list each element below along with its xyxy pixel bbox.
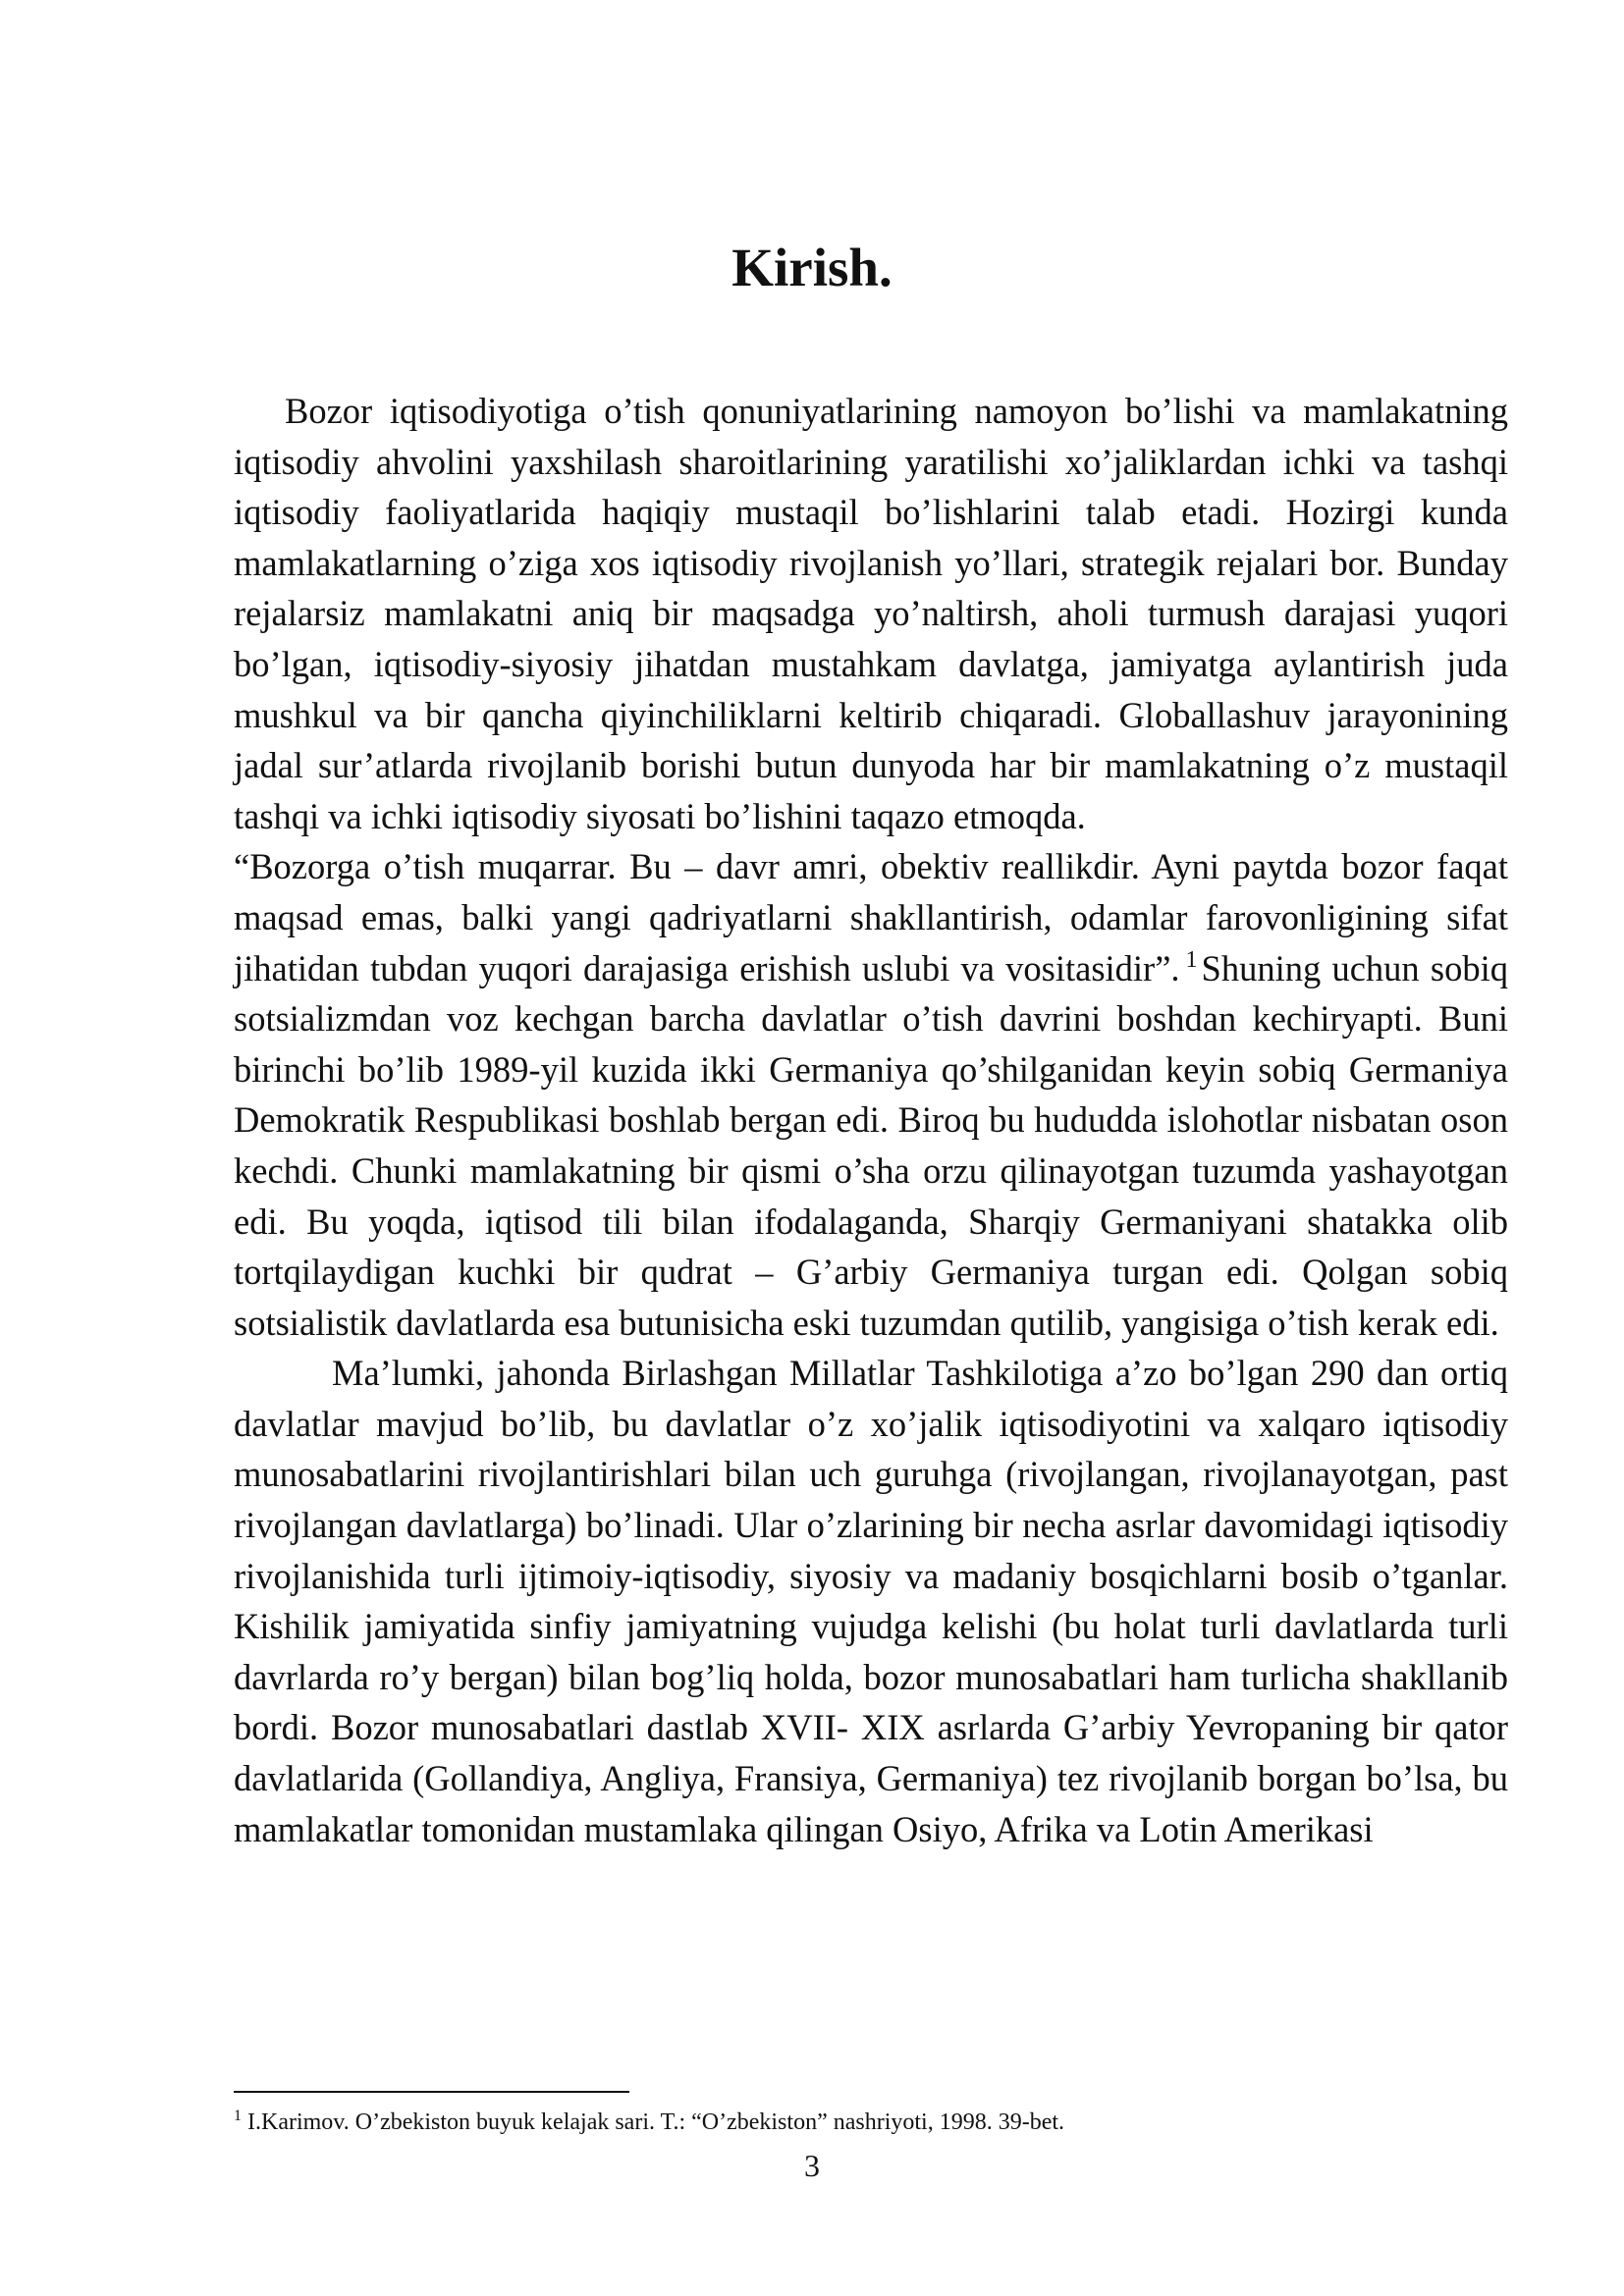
page-number: 3 (804, 2148, 820, 2183)
quote-text: “Bozorga o’tish muqarrar. Bu – davr amri, obektiv reallikdir. Ayni paytda bozor faqat maqsad emas, balki yangi qadriyatlarni shakllantirish, odamlar farovonligining sifat jihatidan tubdan yuqori darajasiga erishish uslubi va vositasidir”. (234, 846, 1508, 988)
paragraph-quote (234, 841, 1508, 1348)
quote-continuation: Shuning uchun sobiq sotsializmdan voz kechgan barcha davlatlar o’tish davrini boshdan kechiryapti. Buni birinchi bo’lib 1989-yil kuzida ikki Germaniya qo’shilganidan keyin sobiq Germaniya Demokratik Respublikasi boshlab bergan edi. Biroq bu hududda islohotlar nisbatan oson kechdi. Chunki mamlakatning bir qismi o’sha orzu qilinayotgan tuzumda yashayotgan edi. Bu yoqda, iqtisod tili bilan ifodalaganda, Sharqiy Germaniyani shatakka olib tortqilaydigan kuchki bir qudrat – G’arbiy Germaniya turgan edi. Qolgan sobiq sotsialistik davlatlarda esa butunisicha eski tuzumdan qutilib, yangisiga o’tish kerak edi. (234, 947, 1508, 1343)
body-text (234, 386, 1508, 1854)
paragraph-intro: Bozor iqtisodiyotiga o’tish qonuniyatlarining namoyon bo’lishi va mamlakatning iqtisodiy ahvolini yaxshilash sharoitlarining yaratilishi xo’jaliklardan ichki va tashqi iqtisodiy faoliyatlarida haqiqiy mustaqil bo’lishlarini talab etadi. Hozirgi kunda mamlakatlarning o’ziga xos iqtisodiy rivojlanish yo’llari, strategik rejalari bor. Bunday rejalarsiz mamlakatni aniq bir maqsadga yo’naltirsh, aholi turmush darajasi yuqori bo’lgan, iqtisodiy-siyosiy jihatdan mustahkam davlatga, jamiyatga aylantirish juda mushkul va bir qancha qiyinchiliklarni keltirib chiqaradi. Globallashuv jarayonining jadal sur’atlarda rivojlanib borishi butun dunyoda har bir mamlakatning o’z mustaqil tashqi va ichki iqtisodiy siyosati bo’lishini taqazo etmoqda. (234, 391, 1508, 836)
footnote (234, 2107, 1508, 2138)
footnote-mark: 1 (234, 2108, 242, 2124)
footnote-divider (234, 2091, 629, 2093)
footnote-text: I.Karimov. O’zbekiston buyuk kelajak sari. T.: “O’zbekiston” nashriyoti, 1998. 39-bet. (247, 2109, 1065, 2135)
paragraph-world-economy: Ma’lumki, jahonda Birlashgan Millatlar Tashkilotiga a’zo bo’lgan 290 dan ortiq davlatlar mavjud bo’lib, bu davlatlar o’z xo’jalik iqtisodiyotini va xalqaro iqtisodiy munosabatlarini rivojlantirishlari bilan uch guruhga (rivojlangan, rivojlanayotgan, past rivojlangan davlatlarga) bo’linadi. Ular o’zlarining bir necha asrlar davomidagi iqtisodiy rivojlanishida turli ijtimoiy-iqtisodiy, siyosiy va madaniy bosqichlarni bosib o’tganlar. Kishilik jamiyatida sinfiy jamiyatning vujudga kelishi (bu holat turli davlatlarda turli davrlarda ro’y bergan) bilan bog’liq holda, bozor munosabatlari ham turlicha shakllanib bordi. Bozor munosabatlari dastlab XVII- XIX asrlarda G’arbiy Yevropaning bir qator davlatlarida (Gollandiya, Angliya, Fransiya, Germaniya) tez rivojlanib borgan bo’lsa, bu mamlakatlar tomonidan mustamlaka qilingan Osiyo, Afrika va Lotin Amerikasi (234, 1353, 1508, 1849)
footnote-reference: 1 (1185, 947, 1198, 974)
page-title: Kirish. (731, 238, 893, 297)
